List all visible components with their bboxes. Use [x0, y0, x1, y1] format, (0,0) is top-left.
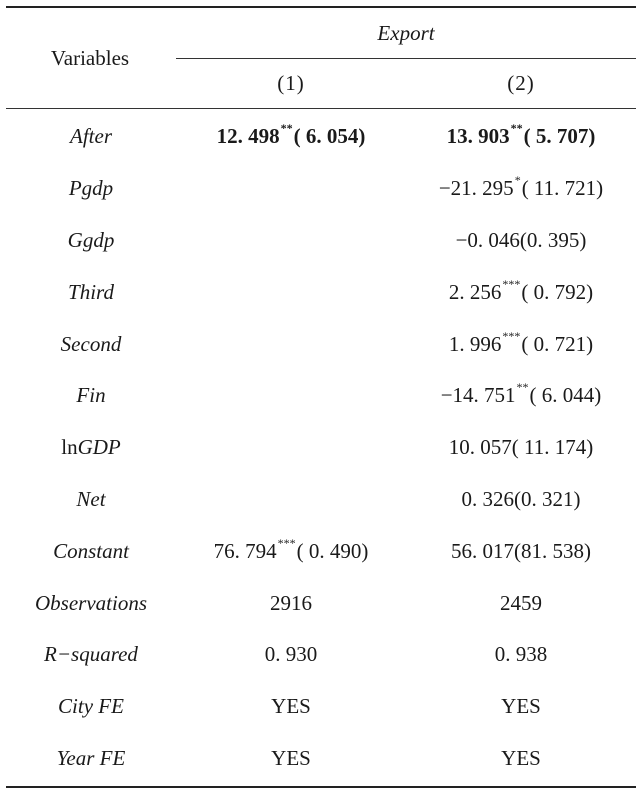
significance-stars: ** [516, 380, 529, 395]
column-2-value [406, 642, 636, 667]
column-1-value [176, 121, 406, 149]
column-2-value [406, 173, 636, 201]
variable-label: Ggdp [67, 227, 115, 252]
variable-name [6, 228, 176, 253]
standard-error: ( 0. 721) [521, 331, 594, 356]
variable-name [6, 591, 176, 616]
column-1-value [176, 535, 406, 564]
column-2-value [406, 228, 636, 253]
standard-error: ( 0. 792) [521, 279, 594, 304]
variable-name [6, 539, 176, 564]
table-row [6, 525, 636, 577]
coefficient: 10. 057 [448, 435, 512, 460]
coefficient: 2916 [270, 590, 312, 615]
variable-name [6, 694, 176, 719]
coefficient: YES [271, 694, 311, 719]
column-1-header: (1) [277, 71, 305, 95]
table-body [6, 109, 636, 786]
column-1-value [176, 694, 406, 719]
column-2-value [406, 746, 636, 771]
variable-name [6, 383, 176, 408]
table-row [6, 629, 636, 681]
coefficient: 1. 996 [448, 331, 502, 356]
variables-header: Variables [50, 45, 130, 70]
coefficient: 56. 017 [451, 538, 514, 563]
significance-stars: * [514, 173, 521, 188]
coefficient: 2459 [500, 590, 542, 615]
coefficient: 12. 498 [216, 124, 280, 149]
standard-error: ( 11. 174) [511, 435, 594, 460]
coefficient: −21. 295 [438, 176, 514, 201]
regression-table [6, 6, 636, 788]
coefficient: −14. 751 [440, 383, 516, 408]
significance-stars: *** [502, 276, 521, 291]
standard-error: ( 6. 054) [293, 124, 366, 149]
coefficient: 0. 326 [461, 486, 514, 511]
table-row [6, 215, 636, 267]
column-2-value [406, 591, 636, 616]
standard-error: (0. 321) [514, 486, 581, 511]
table-row [6, 733, 636, 785]
variable-label: Second [60, 331, 122, 356]
standard-error: ( 11. 721) [521, 176, 604, 201]
column-2-value [406, 539, 636, 564]
standard-error: (0. 395) [519, 227, 587, 252]
coefficient: 0. 930 [264, 642, 318, 667]
standard-error: (81. 538) [514, 538, 591, 563]
variable-label: Net [76, 486, 106, 511]
variable-name [6, 642, 176, 667]
variable-label: After [70, 124, 112, 149]
column-2-value [406, 328, 636, 357]
column-1-value [176, 746, 406, 771]
column-1-value [176, 642, 406, 667]
variable-prefix: ln [61, 435, 78, 460]
variable-label: GDP [77, 435, 121, 460]
column-2-value [406, 276, 636, 305]
significance-stars: ** [510, 121, 523, 136]
coefficient: 13. 903 [446, 124, 510, 149]
table-row [6, 370, 636, 422]
variable-name [6, 280, 176, 305]
table-header [6, 8, 636, 108]
export-group-header: Export [377, 20, 435, 45]
variable-label: Third [68, 279, 114, 304]
column-1-value [176, 591, 406, 616]
table-row [6, 111, 636, 163]
coefficient: −0. 046 [455, 227, 520, 252]
variable-name [6, 124, 176, 149]
standard-error: ( 6. 044) [529, 383, 602, 408]
column-2-value [406, 694, 636, 719]
coefficient: 76. 794 [213, 538, 277, 563]
column-2-value [406, 435, 636, 460]
table-bottom-rule [6, 786, 636, 788]
significance-stars: *** [502, 328, 521, 343]
table-row [6, 266, 636, 318]
standard-error: ( 5. 707) [523, 124, 596, 149]
variable-label: R−squared [44, 642, 138, 667]
table-row [6, 474, 636, 526]
column-2-value [406, 487, 636, 512]
coefficient: YES [501, 694, 541, 719]
table-row [6, 318, 636, 370]
variable-label: Pgdp [68, 176, 114, 201]
coefficient: 0. 938 [494, 642, 548, 667]
variable-label: Constant [53, 538, 129, 563]
standard-error: ( 0. 490) [296, 538, 369, 563]
variable-label: Fin [76, 383, 106, 408]
variable-name [6, 487, 176, 512]
table-row [6, 422, 636, 474]
variable-name [6, 435, 176, 460]
variable-label: Observations [35, 590, 147, 615]
variable-label: Year FE [56, 745, 126, 770]
column-2-header: (2) [507, 71, 535, 95]
table-row [6, 681, 636, 733]
coefficient: YES [271, 745, 311, 770]
variable-label: City FE [58, 694, 124, 719]
column-2-value [406, 380, 636, 408]
table-row [6, 577, 636, 629]
variable-name [6, 746, 176, 771]
variable-name [6, 332, 176, 357]
significance-stars: ** [280, 121, 293, 136]
column-2-value [406, 121, 636, 149]
significance-stars: *** [277, 535, 296, 550]
variable-name [6, 176, 176, 201]
coefficient: 2. 256 [448, 279, 502, 304]
coefficient: YES [501, 745, 541, 770]
table-row [6, 163, 636, 215]
